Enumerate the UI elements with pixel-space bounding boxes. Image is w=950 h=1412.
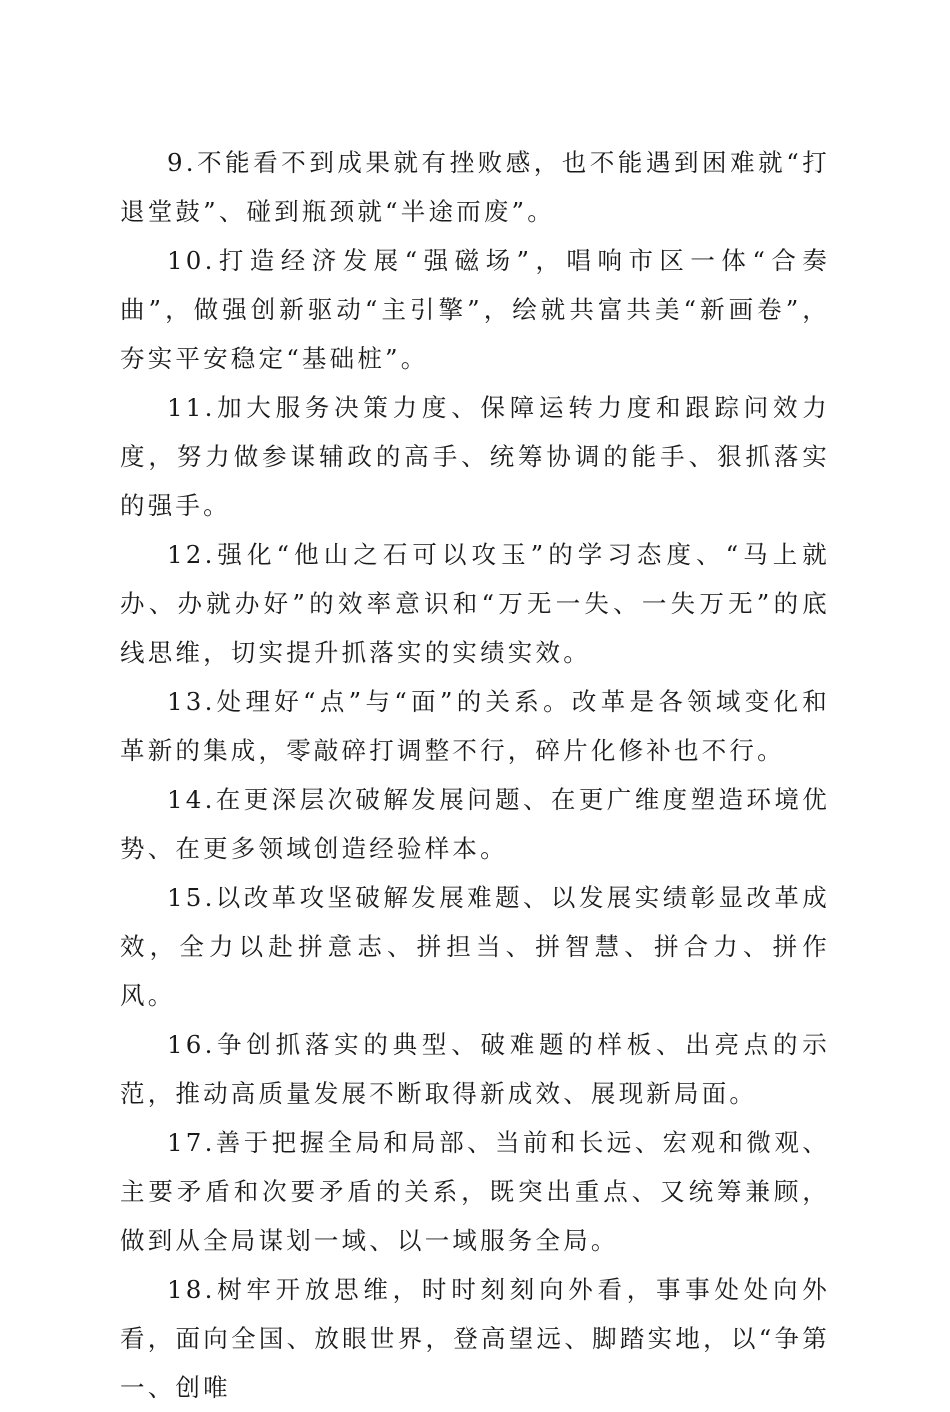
paragraph-14: 14.在更深层次破解发展问题、在更广维度塑造环境优势、在更多领域创造经验样本。 <box>120 785 830 863</box>
paragraph-17: 17.善于把握全局和局部、当前和长远、宏观和微观、主要矛盾和次要矛盾的关系，既突出重点、又统筹兼顾，做到从全局谋划一域、以一域服务全局。 <box>120 1128 830 1255</box>
paragraph-13: 13.处理好“点”与“面”的关系。改革是各领域变化和革新的集成，零敲碎打调整不行，碎片化修补也不行。 <box>120 687 830 765</box>
paragraph-18: 18.树牢开放思维，时时刻刻向外看，事事处处向外看，面向全国、放眼世界，登高望远、脚踏实地，以“争第一、创唯 <box>120 1275 830 1402</box>
paragraph-10: 10.打造经济发展“强磁场”，唱响市区一体“合奏曲”，做强创新驱动“主引擎”，绘就共富共美“新画卷”，夯实平安稳定“基础桩”。 <box>120 246 830 373</box>
paragraph-11: 11.加大服务决策力度、保障运转力度和跟踪问效力度，努力做参谋辅政的高手、统筹协调的能手、狠抓落实的强手。 <box>120 393 830 520</box>
paragraph-9: 9.不能看不到成果就有挫败感，也不能遇到困难就“打退堂鼓”、碰到瓶颈就“半途而废”。 <box>120 148 830 226</box>
paragraph-15: 15.以改革攻坚破解发展难题、以发展实绩彰显改革成效，全力以赴拼意志、拼担当、拼智慧、拼合力、拼作风。 <box>120 883 830 1010</box>
document-body <box>120 138 830 1412</box>
paragraph-12: 12.强化“他山之石可以攻玉”的学习态度、“马上就办、办就办好”的效率意识和“万无一失、一失万无”的底线思维，切实提升抓落实的实绩实效。 <box>120 540 830 667</box>
paragraph-16: 16.争创抓落实的典型、破难题的样板、出亮点的示范，推动高质量发展不断取得新成效、展现新局面。 <box>120 1030 830 1108</box>
